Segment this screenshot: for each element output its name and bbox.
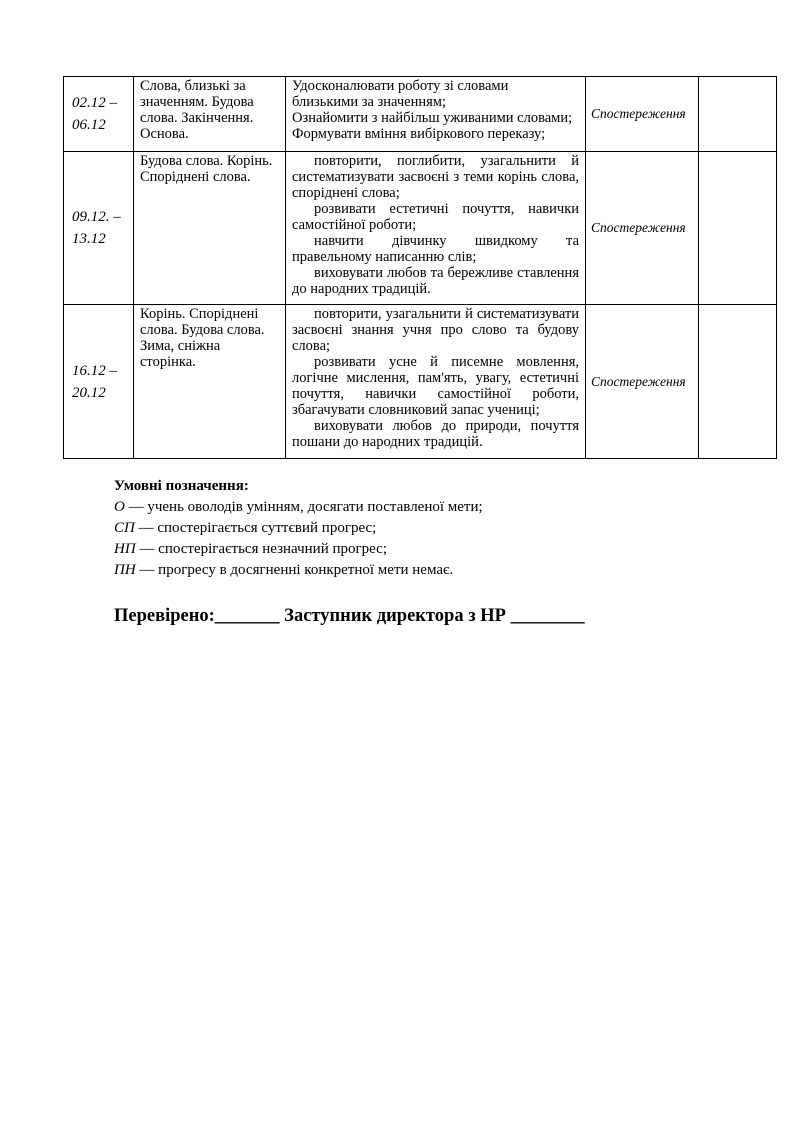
date-start: 16.12 – [72,362,117,379]
observation-cell: Спостереження [586,305,699,459]
legend-text: — учень оволодів умінням, досягати поставленої мети; [124,499,483,515]
legend-abbr: СП [114,520,135,536]
legend-title: Умовні позначення: [114,478,249,494]
goal-paragraph: виховувати любов та бережливе ставлення до народних традицій. [292,265,579,297]
observation-cell: Спостереження [586,77,699,152]
topic-line: Корінь. Споріднені [140,306,259,322]
goal-line: близькими за значенням; [292,94,446,110]
legend-abbr: НП [114,541,136,557]
topic-line: Споріднені слова. [140,169,251,185]
table-row [64,77,777,152]
goal-paragraph: виховувати любов до природи, почуття пошани до народних традицій. [292,418,579,450]
topic-line: Слова, близькі за [140,78,246,94]
goal-paragraph: повторити, узагальнити й систематизувати засвоєні знання учня про слово та будову слова; [292,306,579,354]
goal-paragraph: розвивати естетичні почуття, навички самостійної роботи; [292,201,579,233]
topic-cell [134,77,286,152]
goals-cell [286,77,586,152]
empty-cell [699,152,777,305]
legend-item [114,539,483,560]
legend-abbr: ПН [114,562,136,578]
topic-line: слова. Будова слова. [140,322,265,338]
goals-cell [286,152,586,305]
goal-line: Ознайомити з найбільш уживаними словами; [292,110,573,126]
topic-line: значенням. Будова [140,94,254,110]
date-start: 09.12. – [72,209,121,225]
topic-line: сторінка. [140,354,196,370]
date-end: 20.12 [72,384,106,401]
verification-line: Перевірено:_______ Заступник директора з НР ________ [114,606,585,626]
topic-cell [134,305,286,459]
topic-line: Основа. [140,126,189,142]
goals-cell [286,305,586,459]
empty-cell [699,77,777,152]
legend [114,476,483,581]
date-cell [64,152,134,305]
legend-text: — спостерігається суттєвий прогрес; [134,520,377,536]
goal-paragraph: повторити, поглибити, узагальнити й систематизувати засвоєні з теми корінь слова, споріднені слова; [292,153,579,201]
topic-line: Будова слова. Корінь. [140,153,273,169]
date-cell [64,305,134,459]
goal-paragraph: навчити дівчинку швидкому та правельному написанню слів; [292,233,579,265]
lesson-plan-table [63,76,777,459]
goal-line: Удосконалювати роботу зі словами [292,78,509,94]
legend-text: — спостерігається незначний прогрес; [135,541,388,557]
date-end: 13.12 [72,231,106,247]
goal-line: Формувати вміння вибіркового переказу; [292,126,546,142]
empty-cell [699,305,777,459]
legend-abbr: О [114,499,125,515]
legend-item [114,518,483,539]
topic-line: Зима, сніжна [140,338,221,354]
date-end: 06.12 [72,117,106,133]
observation-cell: Спостереження [586,152,699,305]
topic-cell [134,152,286,305]
legend-text: — прогресу в досягненні конкретної мети немає. [135,562,454,578]
legend-item [114,560,483,581]
goal-paragraph: розвивати усне й писемне мовлення, логічне мислення, пам'ять, увагу, естетичні почуття, навички самостійної роботи, збагачувати словниковий запас учениці; [292,354,579,418]
table-row [64,152,777,305]
date-start: 02.12 – [72,95,117,111]
table-row [64,305,777,459]
date-cell [64,77,134,152]
topic-line: слова. Закінчення. [140,110,254,126]
legend-item [114,497,483,518]
